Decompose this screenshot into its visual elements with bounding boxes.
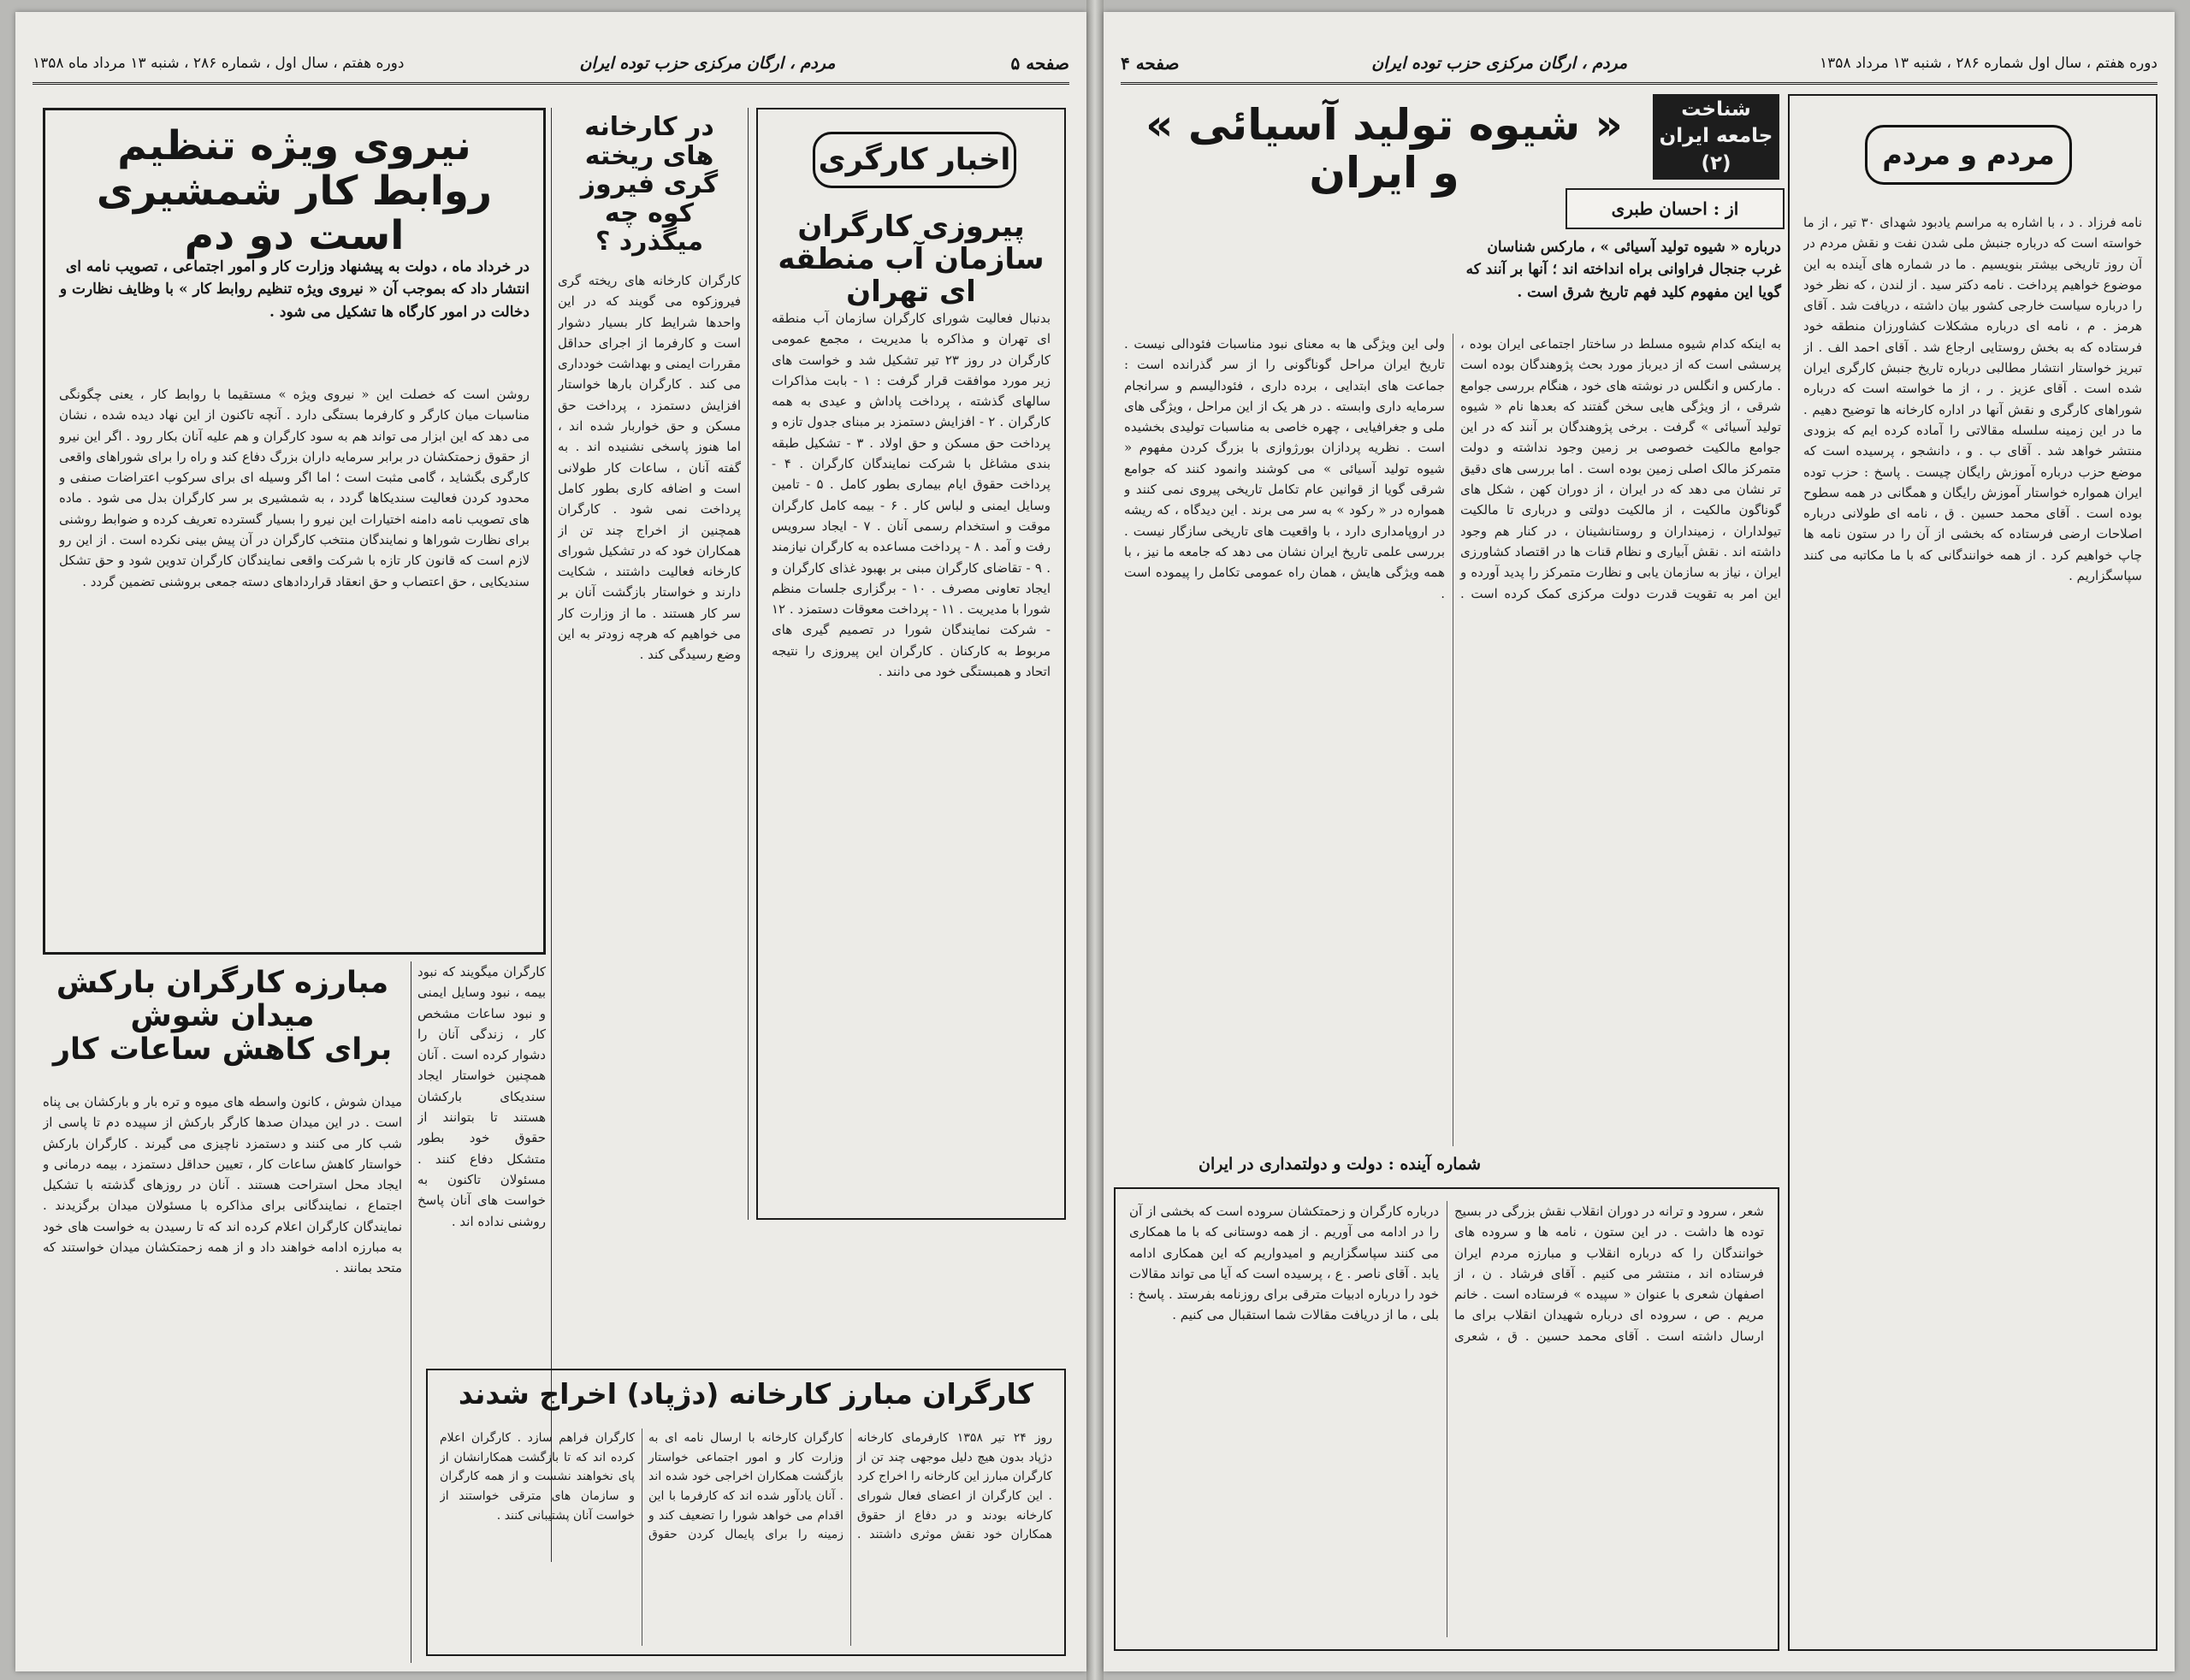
column-mardom-box	[1788, 94, 2157, 1651]
right-issue-line: دوره هفتم ، سال اول شماره ۲۸۶ ، شنبه ۱۳ مرداد ۱۳۵۸	[1820, 55, 2157, 72]
article-shoosh-headline-line3: برای کاهش ساعات کار	[52, 1032, 393, 1068]
news-box	[756, 108, 1066, 1220]
article-dojad-box	[426, 1369, 1066, 1656]
article-asiatic-next-part: شماره آینده : دولت و دولتمداری در ایران	[1199, 1155, 1481, 1174]
left-issue-line: دوره هفتم ، سال اول ، شماره ۲۸۶ ، شنبه ۱۳ مرداد ماه ۱۳۵۸	[33, 55, 405, 72]
article-asiatic-headline: « شیوه تولید آسیائی » و ایران	[1145, 100, 1623, 198]
series-badge: شناخت جامعه ایران (۲)	[1653, 94, 1779, 180]
article-sword-box	[43, 108, 546, 955]
left-page-number: صفحه ۵	[1010, 53, 1069, 74]
news-headline: پیروزی کارگران سازمان آب منطقه ای تهران	[778, 210, 1045, 310]
article-dojad-headline: کارگران مبارز کارخانه (دژپاد) اخراج شدند	[458, 1377, 1034, 1411]
news-body: بدنبال فعالیت شورای کارگران سازمان آب منطقه ای تهران و مذاکره با مدیریت ، مجمع عمومی کارگران در روز ۲۳ تیر تشکیل شد و خواست های زیر مورد موافقت قرار گرفت : ۱ - بابت مذاکرات سالهای گذشته ، پرداخت پاداش و عیدی به همه کارگران . ۲ - افزایش دستمزد بر مبنای جدول تازه و پرداخت حق مسکن و حق اولاد . ۳ - تشکیل طبقه بندی مشاغل با شرکت نمایندگان کارگران . ۴ - پرداخت حقوق ایام بیماری بطور کامل . ۵ - تامین وسایل ایمنی و لباس کار . ۶ - بیمه کامل کارگران موقت و استخدام رسمی آنان . ۷ - ایجاد سرویس رفت و آمد . ۸ - پرداخت مساعده به کارگران نیازمند . ۹ - تقاضای کارگران مبنی بر بهبود غذای کارگران و ایجاد تعاونی مصرف . ۱۰ - برگزاری جلسات منظم شورا با مدیریت . ۱۱ - پرداخت معوقات دستمزد . ۱۲ - شرکت نمایندگان شورا در تصمیم گیری های مربوط به کارکنان . کارگران این پیروزی را نتیجه اتحاد و همبستگی خود می دانند .	[772, 311, 1051, 680]
left-page	[15, 12, 1086, 1671]
column-rule	[748, 108, 749, 1220]
article-firouzkouh-body: کارگران کارخانه های ریخته گری فیروزکوه می گویند که در این واحدها شرایط کار بسیار دشوار است و کارفرما از اجرای حداقل مقررات ایمنی و بهداشت خودداری می کند . کارگران بارها خواستار افزایش دستمزد ، پرداخت حق مسکن و حق خواربار شده اند ، اما هنوز پاسخی نشنیده اند . به گفته آنان ، ساعات کار طولانی است و اضافه کاری بطور کامل پرداخت نمی شود . کارگران همچنین از اخراج چند تن از همکاران خود که در تشکیل شورای کارخانه فعالیت داشتند ، شکایت دارند و خواستار بازگشت آنان بر سر کار هستند . ما از وزارت کار می خواهیم که هرچه زودتر به این وضع رسیدگی کند .	[558, 272, 741, 663]
article-shoosh-continued: کارگران میگویند که نبود بیمه ، نبود وسایل ایمنی و نبود ساعات مشخص کار ، زندگی آنان را دشوار کرده است . آنان همچنین خواستار ایجاد سندیکای بارکشان هستند تا بتوانند از حقوق خود بطور متشکل دفاع کنند . مسئولان تاکنون به خواست های آنان پاسخ روشنی نداده اند .	[417, 964, 546, 1229]
article-firouzkouh	[558, 108, 741, 955]
article-shoosh-headline	[43, 966, 402, 1068]
right-running-header	[1121, 44, 2157, 85]
column-rule	[551, 108, 552, 1562]
article-shoosh-headline-line2: میدان شوش	[130, 999, 315, 1034]
right-masthead: مردم ، ارگان مرکزی حزب توده ایران	[1371, 54, 1628, 73]
article-sword-headline: نیروی ویژه تنظیم روابط کار شمشیری است دو دم	[96, 122, 493, 260]
article-firouzkouh-headline: در کارخانه های ریخته گری فیروز کوه چه میگذرد ؟	[580, 112, 719, 257]
article-asiatic-body: به اینکه کدام شیوه مسلط در ساختار اجتماعی ایران بوده ، پرسشی است که از دیرباز مورد بحث پژوهندگان بوده است . مارکس و انگلس در نوشته های خود ، هنگام بررسی جوامع شرقی ، از ویژگی هایی سخن گفتند که بعدها نام « شیوه تولید آسیائی » گرفت . برخی پژوهندگان بر آنند که در این جوامع مالکیت خصوصی بر زمین وجود نداشته و دولت متمرکز مالک اصلی زمین بوده است . اما بررسی های دقیق تر نشان می دهد که در ایران ، از دوران کهن ، شکل های گوناگون مالکیت ، از مالکیت دولتی و درباری تا مالکیت تیولداران ، زمینداران و روستانشینان ، در کنار هم وجود داشته اند . نقش آبیاری و نظام قنات ها در اقتصاد کشاورزی ایران ، نیاز به سازمان یابی و نظارت متمرکز را پدید آورده و این امر به تقویت قدرت دولت مرکزی کمک کرده است . ولی این ویژگی ها به معنای نبود مناسبات فئودالی نیست . تاریخ ایران مراحل گوناگونی را از سر گذرانده است : جماعت های ابتدایی ، برده داری ، فئودالیسم و سرانجام سرمایه داری وابسته . در هر یک از این مراحل ، ویژگی های ملی و جغرافیایی ، چهره خاصی به مناسبات تولیدی بخشیده است . نظریه پردازان بورژوازی با بزرگ کردن مفهوم « شیوه تولید آسیائی » می کوشند وانمود کنند که جوامع شرقی گویا از قوانین عام تکامل تاریخی پیروی نمی کنند و همواره در « رکود » به سر می برند . این دیدگاه ، که ریشه در اروپامداری دارد ، با واقعیت های تاریخی سازگار نیست . بررسی علمی تاریخ ایران نشان می دهد که جامعه ما نیز ، با همه ویژگی هایش ، همان راه عمومی تکامل را پیموده است .	[1124, 336, 1781, 601]
column-mardom-badge: مردم و مردم	[1865, 125, 2072, 185]
left-masthead: مردم ، ارگان مرکزی حزب توده ایران	[579, 54, 836, 73]
left-running-header	[33, 44, 1069, 85]
right-page-number: صفحه ۴	[1121, 53, 1180, 74]
bottom-box	[1114, 1187, 1779, 1651]
article-shoosh-body: میدان شوش ، کانون واسطه های میوه و تره بار و بارکشان بی پناه است . در این میدان صدها کارگر بارکش از سپیده دم تا پاسی از شب کار می کنند و دستمزد ناچیزی می گیرند . کارگران بارکش خواستار کاهش ساعات کار ، تعیین حداقل دستمزد ، بیمه درمانی و ایجاد محل استراحت هستند . آنان در روزهای گذشته با تشکیل اجتماع ، نمایندگانی برای مذاکره با مسئولان میدان برگزیدند . نمایندگان کارگران اعلام کرده اند که تا رسیدن به خواست های خود به مبارزه ادامه خواهند داد و از همه زحمتکشان میدان خواستند که متحد بمانند .	[43, 1094, 402, 1276]
binding-gutter	[1086, 0, 1104, 1680]
article-sword-body: روشن است که خصلت این « نیروی ویژه » مستقیما با روابط کار ، یعنی چگونگی مناسبات میان کارگر و کارفرما بستگی دارد . آنچه تاکنون از این نهاد دیده شده ، نشان می دهد که این ابزار می تواند هم به سود کارگران و هم علیه آنان بکار رود . اگر این نیرو از حقوق زحمتکشان در برابر سرمایه داران بزرگ دفاع کند و راه را برای شوراهای واقعی کارگری بگشاید ، گامی مثبت است ؛ اما اگر وسیله ای برای سرکوب اعتراضات صنفی و محدود کردن فعالیت سندیکاها گردد ، به شمشیری بر سر کارگران بدل می شود . ماده های تصویب نامه دامنه اختیارات این نیرو را بسیار گسترده تعریف کرده و ضوابط روشنی برای نظارت شوراها و نمایندگان منتخب کارگران در آن پیش بینی نکرده است . از این رو لازم است که قانون کار تازه با شرکت واقعی نمایندگان کارگران تدوین شود و حق تشکل سندیکایی ، حق اعتصاب و حق انعقاد قراردادهای دسته جمعی بروشنی تضمین گردد .	[59, 387, 530, 589]
right-page	[1104, 12, 2175, 1671]
bottom-box-body: شعر ، سرود و ترانه در دوران انقلاب نقش بزرگی در بسیج توده ها داشت . در این ستون ، نامه ها و سروده های خوانندگان را که درباره انقلاب و مبارزه مردم ایران فرستاده اند ، منتشر می کنیم . آقای فرشاد . ن ، از اصفهان شعری با عنوان « سپیده » فرستاده است . خانم مریم . ص ، سروده ای درباره شهیدان انقلاب برای ما ارسال داشته است . آقای محمد حسین . ق ، شعری درباره کارگران و زحمتکشان سروده است که بخشی از آن را در ادامه می آوریم . از همه دوستانی که با ما همکاری می کنند سپاسگزاریم و امیدواریم که این همکاری ادامه یابد . آقای ناصر . ع ، پرسیده است که آیا می تواند مقالات خود را درباره ادبیات مترقی برای روزنامه بفرستد . پاسخ : بلی ، ما از دریافت مقالات شما استقبال می کنیم .	[1129, 1204, 1764, 1344]
article-shoosh-headline-line1: مبارزه کارگران بارکش	[56, 966, 389, 1000]
article-asiatic-author: از : احسان طبری	[1566, 188, 1785, 229]
article-sword-subhead: در خرداد ماه ، دولت به پیشنهاد وزارت کار و امور اجتماعی ، تصویب نامه ای انتشار داد که بموجب آن « نیروی ویژه تنظیم روابط کار » با وظایف نظارت و دخالت در امور کارگاه ها تشکیل می شود .	[59, 258, 530, 321]
news-badge: اخبار کارگری	[813, 132, 1016, 188]
column-mardom-body: نامه فرزاد . د ، با اشاره به مراسم یادبود شهدای ۳۰ تیر ، از ما خواسته است که درباره جنبش ملی شدن نفت و نقش مردم در آن روز تاریخی بیشتر بنویسیم . ما در شماره های آینده به این موضوع خواهیم پرداخت . نامه دکتر سید . از لندن ، که نظر خود را درباره سیاست خارجی کشور بیان داشته ، دریافت شد . آقای هرمز . م ، نامه ای درباره مشکلات کشاورزان منطقه خود فرستاده که به بخش روستایی ارجاع شد . آقای احمد الف . از تبریز خواستار انتشار مطالبی درباره تاریخ جنبش کارگری ایران شده است . آقای عزیز . ر ، از ما خواسته است که درباره شوراهای کارگری و نقش آنها در اداره کارخانه ها توضیح دهیم . ما در این زمینه سلسله مقالاتی را آماده کرده ایم که بزودی منتشر خواهد شد . آقای ب . و ، دانشجو ، پرسیده است که موضع حزب درباره آموزش رایگان چیست . پاسخ : حزب توده ایران همواره خواستار آموزش رایگان و همگانی در همه سطوح بوده است . آقای محمد حسین . ق ، نامه ای طولانی درباره اصلاحات ارضی فرستاده که بخشی از آن را در ستون نامه ها چاپ خواهیم کرد . از همه خوانندگانی که با ما مکاتبه می کنند سپاسگزاریم .	[1803, 215, 2142, 584]
article-asiatic-lead: درباره « شیوه تولید آسیائی » ، مارکس شناسان غرب جنجال فراوانی براه انداخته اند ؛ آنها بر آنند که گویا این مفهوم کلید فهم تاریخ شرق است .	[1465, 239, 1781, 301]
article-dojad-body: روز ۲۴ تیر ۱۳۵۸ کارفرمای کارخانه دژپاد بدون هیچ دلیل موجهی چند تن از کارگران مبارز این کارخانه را اخراج کرد . این کارگران از اعضای فعال شورای کارخانه بودند و در دفاع از حقوق همکاران خود نقش موثری داشتند . کارگران کارخانه با ارسال نامه ای به وزارت کار و امور اجتماعی خواستار بازگشت همکاران اخراجی خود شده اند . آنان یادآور شده اند که کارفرما با این اقدام می خواهد شورا را تضعیف کند و زمینه را برای پایمال کردن حقوق کارگران فراهم سازد . کارگران اعلام کرده اند که تا بازگشت همکارانشان از پای نخواهند نشست و از همه کارگران و سازمان های مترقی خواستند از خواست آنان پشتیبانی کنند .	[440, 1431, 1052, 1542]
